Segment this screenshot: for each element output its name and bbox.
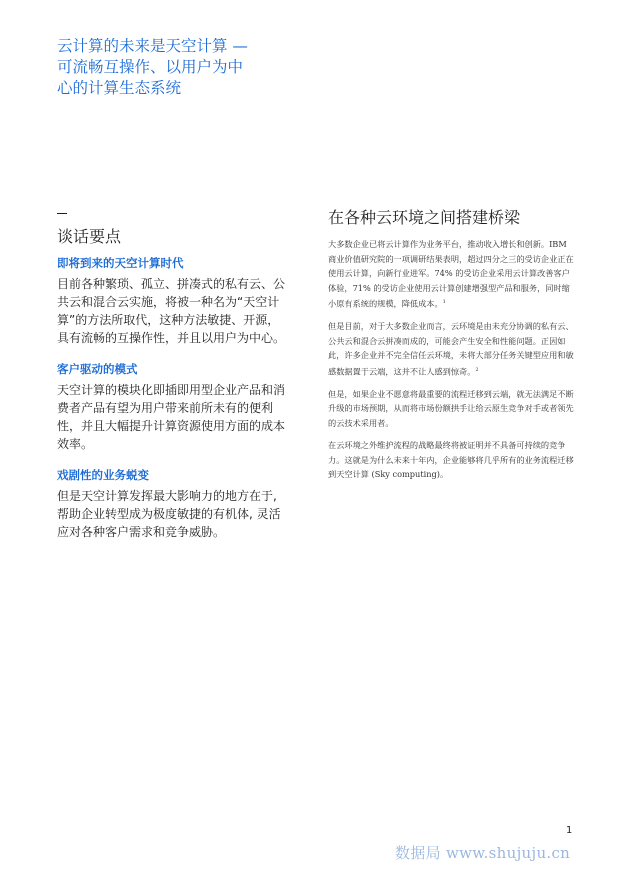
page-title-line-1: 云计算的未来是天空计算 — bbox=[57, 37, 248, 55]
key-points-column bbox=[57, 227, 285, 555]
bridge-paragraph bbox=[328, 387, 576, 431]
watermark: 数据局 www.shujuju.cn bbox=[395, 844, 571, 862]
page-title bbox=[57, 36, 297, 99]
section-heading-customer-driven: 客户驱动的模式 bbox=[57, 362, 138, 376]
bridge-paragraph-text: 但是目前，对于大多数企业而言，云环境是由未充分协调的私有云、公共云和混合云拼凑而成的，可能会产生安全和性能问题。正因如此，许多企业并不完全信任云环境，未将大部分任务关键型应用和敏感数据置于云端，这并不让人感到惊奇。 bbox=[328, 321, 574, 377]
section-heading-sky-era: 即将到来的天空计算时代 bbox=[57, 256, 184, 270]
page-number: 1 bbox=[566, 825, 573, 836]
bridge-paragraph-text: 在云环境之外维护流程的战略最终将被证明并不具备可持续的竞争力。这就是为什么未来十年内，企业能够将几乎所有的业务流程迁移到天空计算 (Sky computing)。 bbox=[328, 440, 574, 480]
page-title-line-2: 可流畅互操作、以用户为中 bbox=[57, 58, 244, 76]
page-title-line-3: 心的计算生态系统 bbox=[57, 79, 182, 97]
bridge-column bbox=[328, 207, 576, 490]
bridge-paragraph-text: 大多数企业已将云计算作为业务平台，推动收入增长和创新。IBM 商业价值研究院的一项调研结果表明，超过四分之三的受访企业正在使用云计算，向新行业进军。74% 的受访企业采用云计算改善客户体验，71% 的受访企业使用云计算创建增强型产品和服务，同时缩小原有系统的规模，降低成本。 bbox=[328, 239, 574, 309]
bridge-title: 在各种云环境之间搭建桥梁 bbox=[328, 208, 521, 227]
footnote-marker: 2 bbox=[475, 366, 479, 373]
bridge-paragraph bbox=[328, 319, 576, 379]
section-divider-dash bbox=[57, 213, 67, 214]
bridge-paragraph-text: 但是，如果企业不愿意将最重要的流程迁移到云端，就无法满足不断升级的市场预期，从而将市场份额拱手让给云原生竞争对手或者领先的云技术采用者。 bbox=[328, 388, 574, 428]
section-heading-business-transformation: 戏剧性的业务蜕变 bbox=[57, 468, 149, 482]
bridge-paragraph bbox=[328, 438, 576, 482]
section-body-sky-era: 目前各种繁琐、孤立、拼凑式的私有云、公共云和混合云实施，将被一种名为“天空计算”的方法所取代，这种方法敏捷、开源，具有流畅的互操作性，并且以用户为中心。 bbox=[57, 277, 286, 345]
key-points-title: 谈话要点 bbox=[57, 227, 122, 246]
bridge-paragraph bbox=[328, 237, 576, 311]
footnote-marker: 1 bbox=[442, 299, 446, 305]
section-body-customer-driven: 天空计算的模块化即插即用型企业产品和消费者产品有望为用户带来前所未有的便利性，并且大幅提升计算资源使用方面的成本效率。 bbox=[57, 383, 286, 451]
section-body-business-transformation: 但是天空计算发挥最大影响力的地方在于, 帮助企业转型成为极度敏捷的有机体, 灵活应对各种客户需求和竞争威胁。 bbox=[57, 489, 281, 539]
